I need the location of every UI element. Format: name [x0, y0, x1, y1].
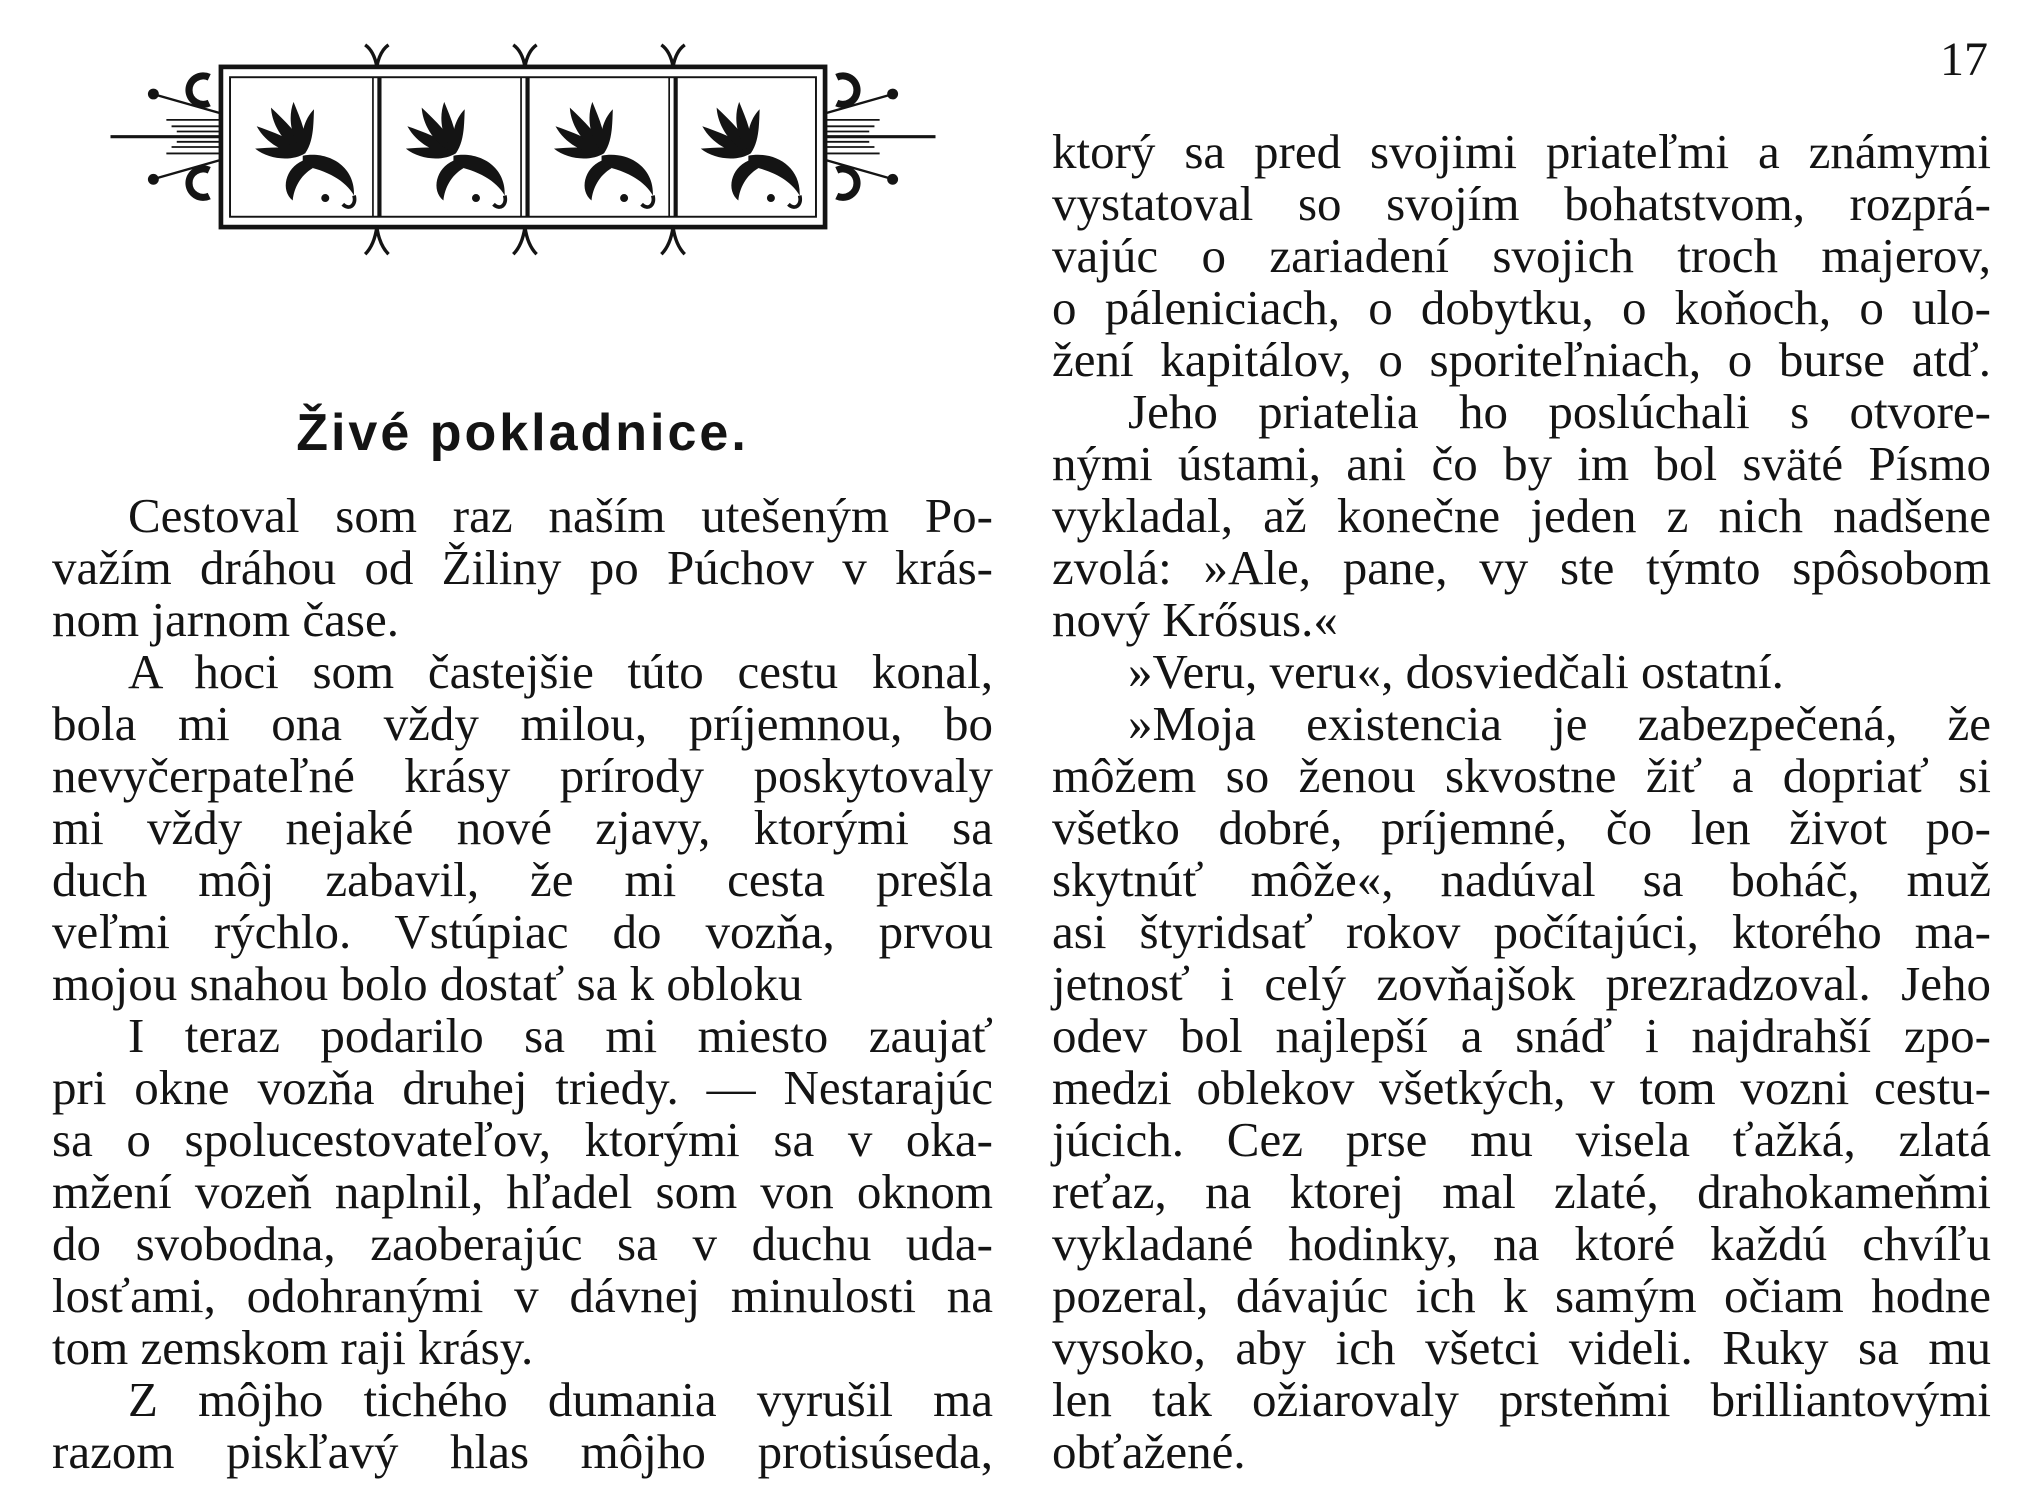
text-line: zvolá: »Ale, pane, vy ste týmto spôsobom — [1052, 540, 1991, 595]
article-title: Živé pokladnice. — [296, 404, 749, 462]
text-line: I teraz podarilo sa mi miesto zaujať — [128, 1008, 993, 1063]
text-line: »Veru, veru«, dosviedčali ostatní. — [1128, 644, 1784, 699]
text-line: pozeral, dávajúc ich k samým očiam hodne — [1052, 1268, 1991, 1323]
palmette-icon — [699, 101, 800, 207]
text-line: važím dráhou od Žiliny po Púchov v krás- — [52, 540, 993, 595]
text-line: vystatoval so svojím bohatstvom, rozprá- — [1052, 176, 1991, 231]
left-column — [52, 490, 993, 1478]
text-line: nom jarnom čase. — [52, 592, 399, 647]
text-line: A hoci som častejšie túto cestu konal, — [128, 644, 993, 699]
panel-divider — [373, 77, 379, 217]
text-line: vykladal, až konečne jeden z nich nadšene — [1052, 488, 1991, 543]
text-line: vysoko, aby ich všetci videli. Ruky sa mu — [1052, 1320, 1991, 1375]
text-line: môžem so ženou skvostne žiť a dopriať si — [1052, 748, 1991, 803]
left-flourish — [110, 76, 220, 197]
text-line: losťami, odohranými v dávnej minulosti na — [52, 1268, 993, 1323]
text-line: duch môj zabavil, že mi cesta prešla — [52, 852, 993, 907]
text-line: nový Krősus.« — [1052, 592, 1338, 647]
palmette-icon — [404, 101, 505, 207]
text-line: sa o spolucestovateľov, ktorými sa v oka- — [52, 1112, 993, 1167]
text-line: všetko dobré, príjemné, čo len život po- — [1052, 800, 1991, 855]
text-line: vykladané hodinky, na ktoré každú chvíľu — [1052, 1216, 1991, 1271]
panel-divider — [521, 77, 527, 217]
text-line: len tak ožiarovaly prsteňmi brilliantovými — [1052, 1372, 1991, 1427]
text-line: Jeho priatelia ho poslúchali s otvore- — [1128, 384, 1991, 439]
right-flourish — [825, 76, 935, 197]
text-line: skytnúť môže«, nadúval sa boháč, muž — [1052, 852, 1991, 907]
top-sprigs — [365, 45, 685, 67]
text-line: asi štyridsať rokov počítajúci, ktorého ma- — [1052, 904, 1991, 959]
palmette-icon — [553, 101, 654, 207]
text-line: obťažené. — [1052, 1424, 1246, 1479]
text-line: mi vždy nejaké nové zjavy, ktorými sa — [52, 800, 993, 855]
bottom-sprigs — [365, 227, 685, 254]
palmette-icon — [254, 101, 355, 207]
text-line: veľmi rýchlo. Vstúpiac do vozňa, prvou — [52, 904, 993, 959]
text-line: pri okne vozňa druhej triedy. — Nestarajúc — [52, 1060, 993, 1115]
text-line: vajúc o zariadení svojich troch majerov, — [1052, 228, 1991, 283]
text-line: júcich. Cez prse mu visela ťažká, zlatá — [1052, 1112, 1991, 1167]
text-line: tom zemskom raji krásy. — [52, 1320, 534, 1375]
text-line: razom piskľavý hlas môjho protisúseda, — [52, 1424, 993, 1479]
text-line: jetnosť i celý zovňajšok prezradzoval. Jeho — [1052, 956, 1991, 1011]
right-column — [1052, 126, 1991, 1478]
text-line: Cestoval som raz naším utešeným Po- — [128, 488, 993, 543]
text-line: medzi oblekov všetkých, v tom vozni cestu- — [1052, 1060, 1991, 1115]
text-line: žení kapitálov, o sporiteľniach, o burse atď. — [1052, 332, 1991, 387]
text-line: ktorý sa pred svojimi priateľmi a známymi — [1052, 124, 1991, 179]
text-line: Z môjho tichého dumania vyrušil ma — [128, 1372, 993, 1427]
text-line: bola mi ona vždy milou, príjemnou, bo — [52, 696, 993, 751]
headpiece-ornament — [104, 32, 942, 271]
text-line: reťaz, na ktorej mal zlaté, drahokameňmi — [1052, 1164, 1991, 1219]
text-line: odev bol najlepší a snáď i najdrahší zpo- — [1052, 1008, 1991, 1063]
text-line: nými ústami, ani čo by im bol sväté Písmo — [1052, 436, 1991, 491]
text-line: nevyčerpateľné krásy prírody poskytovaly — [52, 748, 993, 803]
text-line: »Moja existencia je zabezpečená, že — [1128, 696, 1991, 751]
text-line: o páleniciach, o dobytku, o koňoch, o ulo- — [1052, 280, 1991, 335]
text-line: mžení vozeň naplnil, hľadel som von oknom — [52, 1164, 993, 1219]
panel-divider — [669, 77, 675, 217]
page-number: 17 — [1940, 33, 1988, 86]
text-line: mojou snahou bolo dostať sa k obloku — [52, 956, 803, 1011]
text-line: do svobodna, zaoberajúc sa v duchu uda- — [52, 1216, 993, 1271]
